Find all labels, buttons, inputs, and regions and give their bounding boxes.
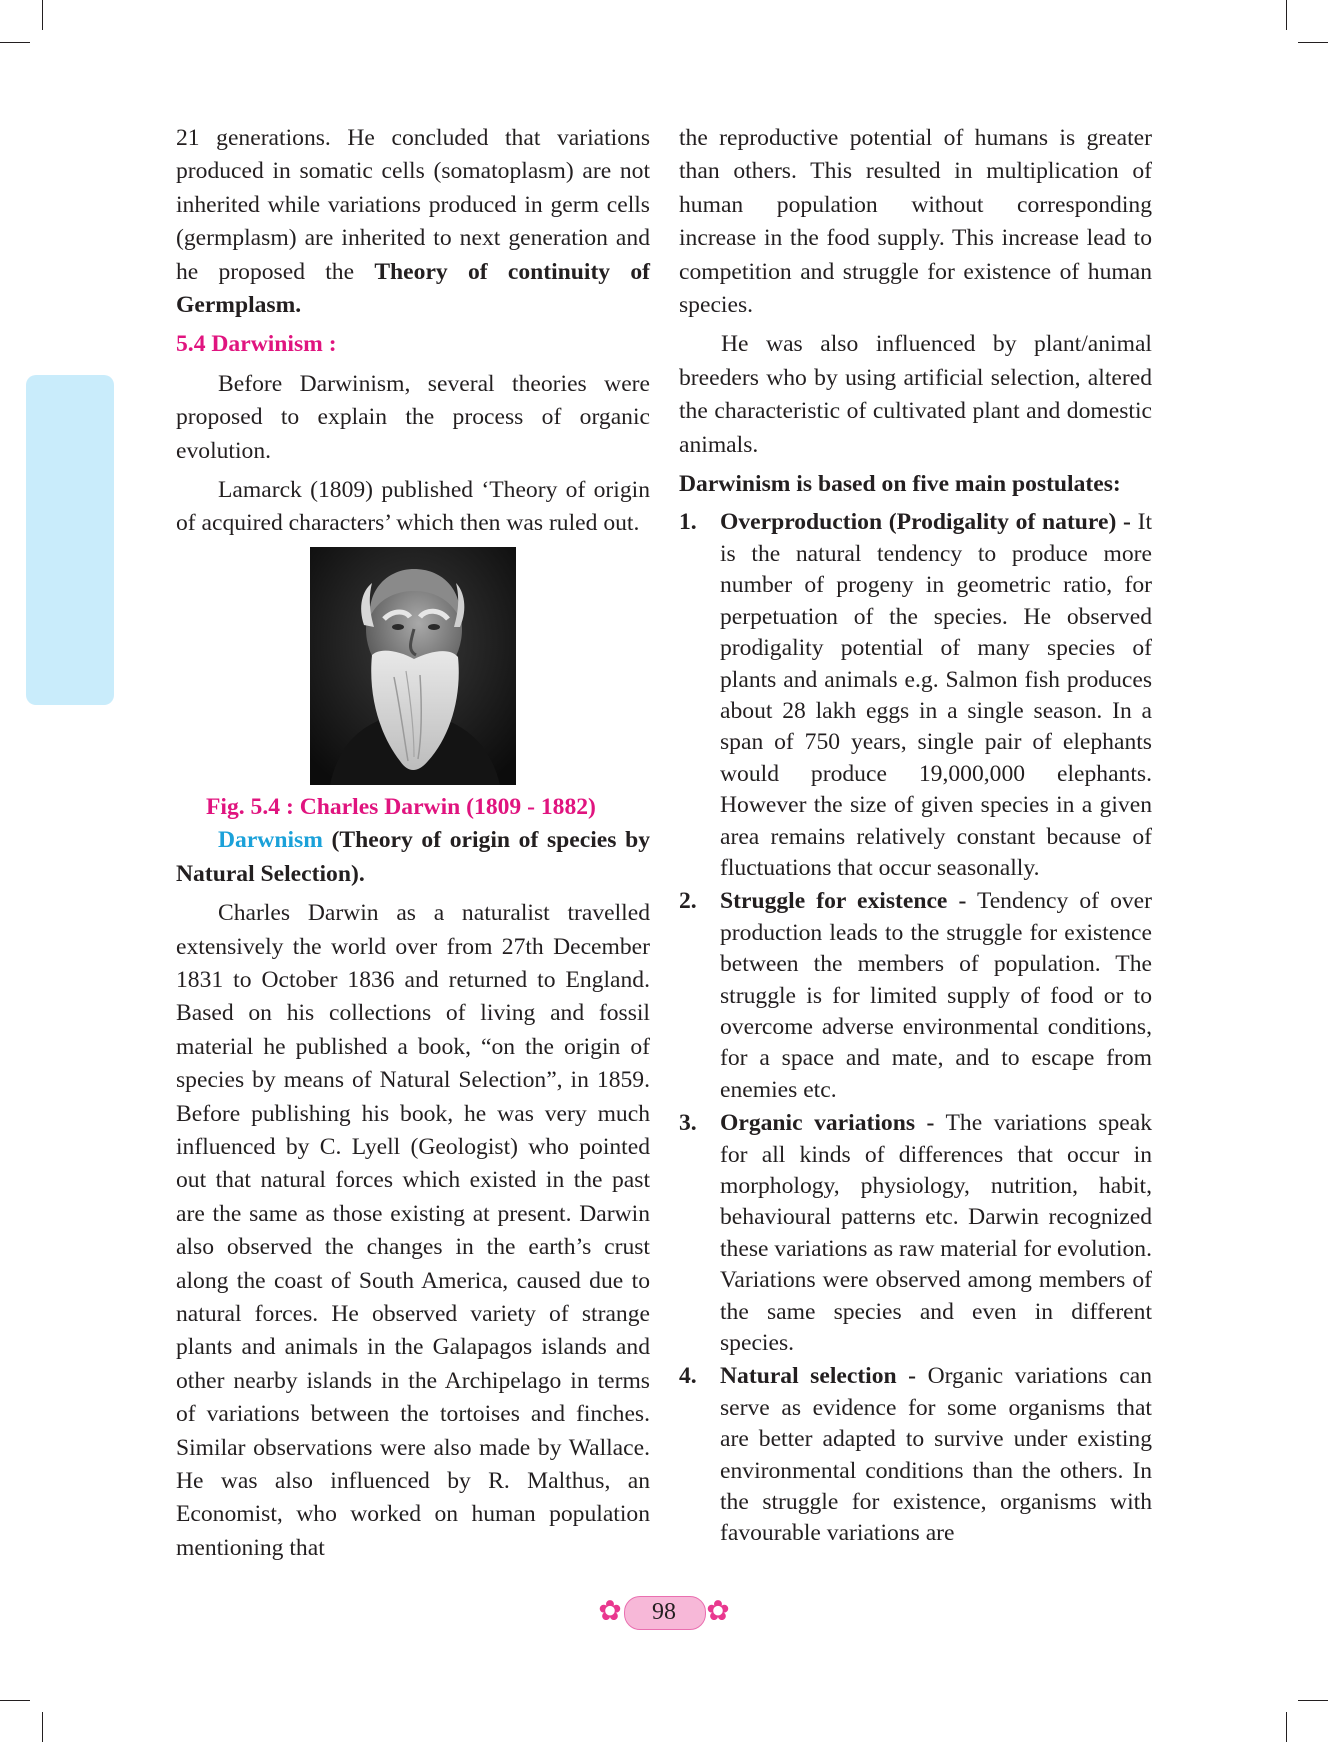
- page-number: 98: [652, 1599, 676, 1625]
- list-number: 2.: [679, 888, 697, 915]
- crop-mark: [1298, 1700, 1328, 1701]
- list-item: [679, 886, 1152, 1106]
- flower-ornament-icon: ✿: [598, 1596, 622, 1627]
- darwinism-description: (Theory of origin of species by Natural Selection).: [176, 827, 650, 887]
- section-heading: 5.4 Darwinism :: [176, 331, 337, 358]
- crop-mark: [0, 42, 30, 43]
- page-number-badge: [596, 1592, 732, 1632]
- theory-name: Theory of continuity of Germplasm.: [176, 258, 650, 319]
- postulate-title: Overproduction (Prodigality of nature) -: [720, 509, 1131, 536]
- crop-mark: [1298, 42, 1328, 43]
- left-column: [176, 122, 650, 1571]
- paragraph: [176, 824, 650, 891]
- crop-mark: [1286, 1712, 1287, 1742]
- postulate-title: Natural selection -: [720, 1363, 917, 1390]
- figure-caption: Fig. 5.4 : Charles Darwin (1809 - 1882): [206, 793, 596, 820]
- chapter-side-tab: [26, 375, 114, 705]
- paragraph: Lamarck (1809) published ‘Theory of origin of acquired characters’ which then was ruled out.: [176, 477, 650, 537]
- paragraph: the reproductive potential of humans is greater than others. This resulted in multiplication of human population without corresponding increase in the food supply. This increase lead to competition and struggle for existence of human species.: [679, 125, 1152, 319]
- list-number: 3.: [679, 1110, 697, 1137]
- crop-mark: [0, 1700, 30, 1701]
- postulate-text: The variations speak for all kinds of differences that occur in morphology, physiology, nutrition, habit, behavioural patterns etc. Darwin recognized these variations as raw material for evolution. Variations were observed among members of the same species and even in different species.: [720, 1110, 1152, 1357]
- postulate-text: Organic variations can serve as evidence for some organisms that are better adapted to survive under existing environmental conditions than the others. In the struggle for existence, organisms with favourable variations are: [720, 1363, 1152, 1547]
- flower-ornament-icon: ✿: [706, 1596, 730, 1627]
- postulate-title: Struggle for existence -: [720, 888, 967, 915]
- list-item: [679, 1108, 1152, 1359]
- crop-mark: [1286, 0, 1287, 30]
- crop-mark: [42, 1712, 43, 1742]
- list-item: [679, 507, 1152, 884]
- darwinism-term: Darwnism: [218, 827, 323, 854]
- right-column: [679, 122, 1152, 1552]
- paragraph: Before Darwinism, several theories were proposed to explain the process of organic evolution.: [176, 370, 650, 464]
- paragraph-text: 21 generations. He concluded that variations produced in somatic cells (somatoplasm) are not inherited while variations produced in germ cells (germplasm) are inherited to next generation and he proposed the: [176, 125, 650, 285]
- postulates-heading: Darwinism is based on five main postulates:: [679, 471, 1121, 498]
- list-number: 4.: [679, 1363, 697, 1390]
- paragraph: [176, 122, 650, 322]
- list-number: 1.: [679, 509, 697, 536]
- darwin-portrait: [310, 547, 516, 785]
- postulate-text: Tendency of over production leads to the struggle for existence between the members of population. The struggle is for limited supply of food or to overcome adverse environmental conditions, for a space and mate, and to escape from enemies etc.: [720, 888, 1152, 1103]
- postulate-text: It is the natural tendency to produce more number of progeny in geometric ratio, for perpetuation of the species. He observed prodigality potential of many species of plants and animals e.g. Salmon fish produces about 28 lakh eggs in a single season. In a span of 750 years, single pair of elephants would produce 19,000,000 elephants. However the size of given species in a given area remains relatively constant because of fluctuations that occur seasonally.: [720, 509, 1152, 881]
- paragraph: He was also influenced by plant/animal breeders who by using artificial selection, altered the characteristic of cultivated plant and domestic animals.: [679, 331, 1152, 458]
- crop-mark: [42, 0, 43, 30]
- paragraph: Charles Darwin as a naturalist travelled extensively the world over from 27th December 1831 to October 1836 and returned to England. Based on his collections of living and fossil material he published a book, “on the origin of species by means of Natural Selection”, in 1859. Before publishing his book, he was very much influenced by C. Lyell (Geologist) who pointed out that natural forces which existed in the past are the same as those existing at present. Darwin also observed the changes in the earth’s crust along the coast of South America, caused due to natural forces. He observed variety of strange plants and animals in the Galapagos islands and other nearby islands in the Archipelago in terms of variations between the tortoises and finches. Similar observations were also made by Wallace. He was also influenced by R. Malthus, an Economist, who worked on human population mentioning that: [176, 900, 650, 1561]
- postulate-title: Organic variations -: [720, 1110, 935, 1137]
- postulates-list: [679, 507, 1152, 1549]
- list-item: [679, 1361, 1152, 1549]
